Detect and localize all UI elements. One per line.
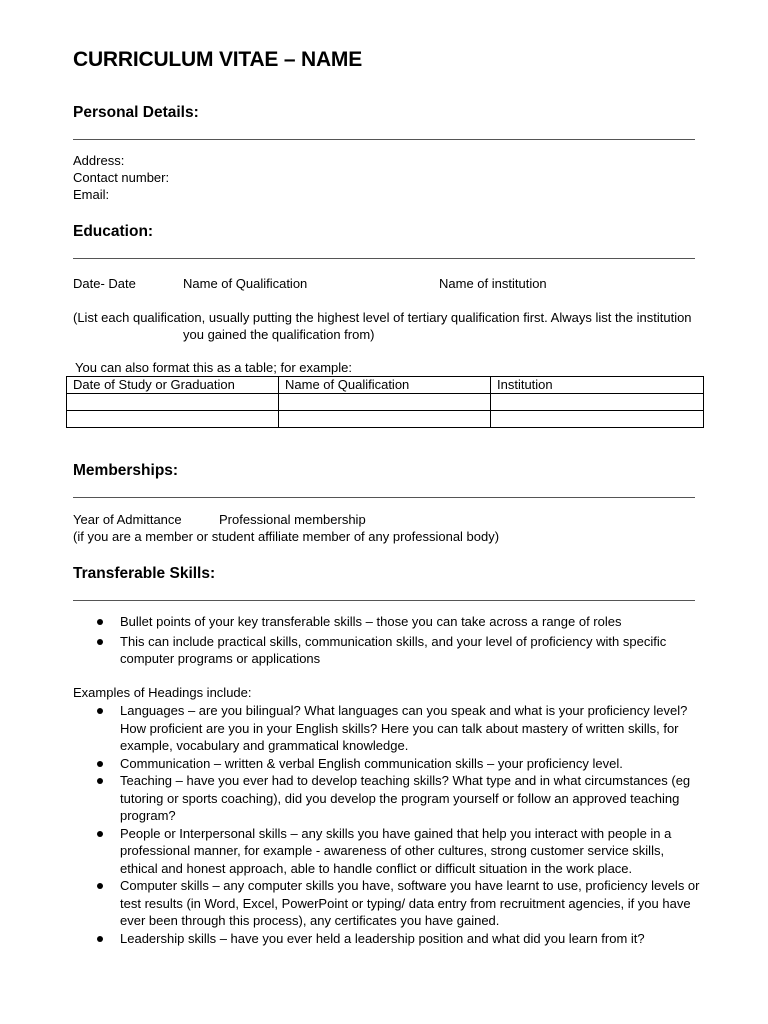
bullet-icon — [97, 883, 103, 889]
list-item — [73, 613, 703, 631]
list-item — [73, 702, 703, 755]
membership-year-label: Year of Admittance — [73, 512, 182, 527]
list-item — [73, 755, 703, 773]
bullet-text: Communication – written & verbal English communication skills – your proficiency level. — [120, 755, 623, 771]
table-intro-text: You can also format this as a table; for example: — [75, 360, 353, 375]
table-cell — [279, 411, 491, 428]
list-item — [73, 633, 703, 668]
table-header-qualification: Name of Qualification — [279, 377, 491, 394]
table-cell — [491, 394, 704, 411]
bullet-text: People or Interpersonal skills – any skills you have gained that help you interact with people in a professional manner, for example - awareness of other cultures, strong customer service skills, ethical and honest approach, able to handle conflict or difficult situation in the work place. — [120, 825, 672, 876]
bullet-text: Leadership skills – have you ever held a leadership position and what did you learn from it? — [120, 930, 645, 946]
bullet-icon — [97, 639, 103, 645]
education-table — [66, 376, 704, 428]
section-divider — [73, 497, 695, 498]
section-divider — [73, 139, 695, 140]
contact-number-label: Contact number: — [73, 170, 170, 185]
education-date-label: Date- Date — [73, 276, 136, 291]
table-cell — [491, 411, 704, 428]
bullet-text: Bullet points of your key transferable skills – those you can take across a range of roles — [120, 614, 622, 629]
education-institution-label: Name of institution — [439, 276, 547, 291]
memberships-heading: Memberships: — [73, 462, 179, 479]
list-item — [73, 930, 703, 948]
table-cell — [279, 394, 491, 411]
bullet-icon — [97, 831, 103, 837]
table-header-institution: Institution — [491, 377, 704, 394]
section-divider — [73, 600, 695, 601]
bullet-text: Teaching – have you ever had to develop teaching skills? What type and in what circumstances (eg tutoring or sports coaching), did you develop the program yourself or follow an approved teaching program? — [120, 773, 691, 823]
table-header-date: Date of Study or Graduation — [67, 377, 279, 394]
table-row — [67, 411, 704, 428]
examples-label: Examples of Headings include: — [73, 685, 252, 700]
list-item — [73, 877, 703, 930]
skills-bullet-list — [73, 613, 703, 668]
bullet-text: Computer skills – any computer skills you have, software you have learnt to use, proficiency levels or test results (in Word, Excel, PowerPoint or typing/ data entry from recruitment agencies, if you have ever been through this process), any certificates you have gained. — [120, 878, 700, 928]
education-qualification-label: Name of Qualification — [183, 276, 308, 291]
bullet-icon — [97, 619, 103, 625]
section-divider — [73, 258, 695, 259]
membership-note: (if you are a member or student affiliate member of any professional body) — [73, 529, 500, 544]
bullet-icon — [97, 761, 103, 767]
education-heading: Education: — [73, 223, 154, 240]
bullet-text: This can include practical skills, communication skills, and your level of proficiency with specific computer programs or applications — [120, 633, 667, 666]
bullet-icon — [97, 936, 103, 942]
transferable-skills-heading: Transferable Skills: — [73, 565, 216, 582]
bullet-icon — [97, 778, 103, 784]
table-cell — [67, 394, 279, 411]
table-cell — [67, 411, 279, 428]
table-header-row — [67, 377, 704, 394]
address-label: Address: — [73, 153, 125, 168]
education-note-line2: you gained the qualification from) — [183, 327, 375, 342]
examples-bullet-list — [73, 702, 703, 947]
bullet-text: Languages – are you bilingual? What languages can you speak and what is your proficiency level? How proficient are you in your English skills? Here you can talk about mastery of written skills, for example, vocabulary and grammatical knowledge. — [120, 703, 688, 753]
membership-professional-label: Professional membership — [219, 512, 366, 527]
education-note-line1: (List each qualification, usually putting the highest level of tertiary qualification first. Always list the institution — [73, 310, 692, 325]
document-title: CURRICULUM VITAE – NAME — [73, 48, 363, 71]
list-item — [73, 772, 703, 825]
personal-details-heading: Personal Details: — [73, 104, 199, 121]
table-row — [67, 394, 704, 411]
bullet-icon — [97, 708, 103, 714]
email-label: Email: — [73, 187, 110, 202]
list-item — [73, 825, 703, 878]
